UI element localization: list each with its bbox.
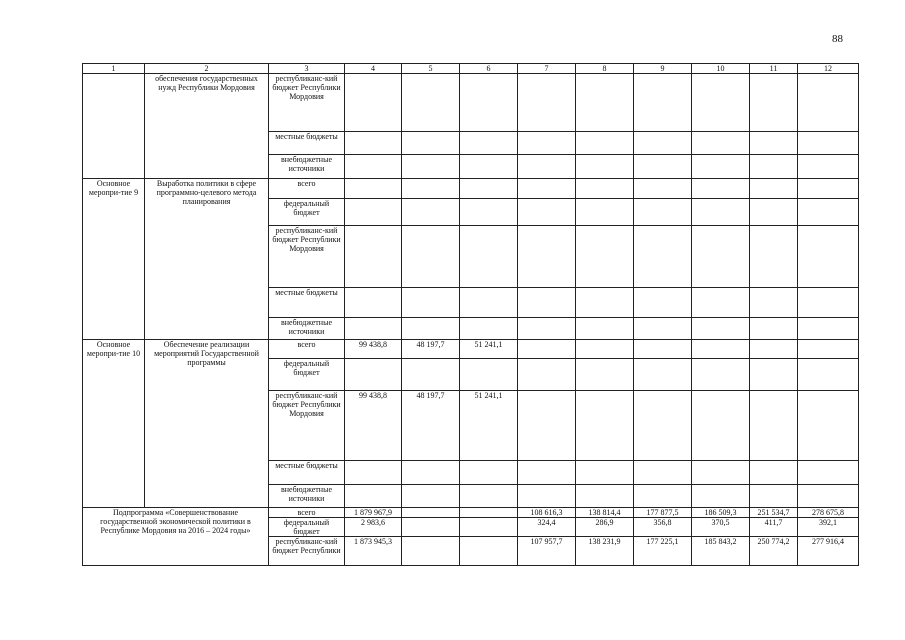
header-cell: 2 [145,64,269,74]
value-cell [518,132,576,155]
value-cell: 138 231,9 [576,537,634,566]
value-cell [345,155,402,179]
value-cell: 370,5 [692,518,750,537]
value-cell [518,391,576,461]
value-cell [576,74,634,132]
value-cell [576,461,634,485]
table-row [83,340,859,359]
value-cell [634,155,692,179]
value-cell: 48 197,7 [402,391,460,461]
value-cell: 108 616,3 [518,508,576,518]
header-row [83,64,859,74]
value-cell [750,318,798,340]
value-cell [345,318,402,340]
funding-source: внебюджетные источники [269,485,345,508]
value-cell [634,340,692,359]
table-row [83,508,859,518]
value-cell [692,288,750,318]
activity-title: обеспечения государственных нужд Республики Мордовия [145,74,269,179]
value-cell [798,461,859,485]
value-cell [576,359,634,391]
header-cell: 8 [576,64,634,74]
value-cell [518,485,576,508]
header-cell: 9 [634,64,692,74]
value-cell [798,391,859,461]
value-cell [692,132,750,155]
funding-source: внебюджетные источники [269,155,345,179]
value-cell [460,518,518,537]
funding-source: всего [269,508,345,518]
value-cell: 177 877,5 [634,508,692,518]
header-cell: 1 [83,64,145,74]
value-cell [576,288,634,318]
value-cell: 411,7 [750,518,798,537]
value-cell: 99 438,8 [345,391,402,461]
value-cell [460,461,518,485]
header-cell: 10 [692,64,750,74]
table-body [83,64,859,566]
value-cell [750,179,798,199]
activity-title: Выработка политики в сфере программно-целевого метода планирования [145,179,269,340]
value-cell: 356,8 [634,518,692,537]
value-cell [518,461,576,485]
value-cell [518,199,576,226]
value-cell [692,74,750,132]
value-cell [750,485,798,508]
page-number: 88 [832,33,843,45]
value-cell [750,391,798,461]
funding-source: республиканс-кий бюджет Республики Мордовия [269,74,345,132]
value-cell [460,485,518,508]
funding-source: федеральный бюджет [269,199,345,226]
value-cell [576,226,634,288]
value-cell [402,288,460,318]
value-cell [460,359,518,391]
value-cell [460,318,518,340]
value-cell [460,508,518,518]
value-cell [345,179,402,199]
value-cell [750,340,798,359]
value-cell [798,288,859,318]
value-cell [460,179,518,199]
subprogram-title: Подпрограмма «Совершенствование государственной экономической политики в Республике Мордовия на 2016 – 2024 годы» [83,508,269,566]
value-cell: 99 438,8 [345,340,402,359]
value-cell [576,340,634,359]
value-cell [798,199,859,226]
value-cell [576,485,634,508]
value-cell [576,199,634,226]
value-cell [634,318,692,340]
value-cell: 286,9 [576,518,634,537]
value-cell [750,74,798,132]
value-cell [634,461,692,485]
value-cell: 2 983,6 [345,518,402,537]
header-cell: 6 [460,64,518,74]
value-cell [518,340,576,359]
funding-source: всего [269,340,345,359]
funding-source: местные бюджеты [269,132,345,155]
value-cell [634,179,692,199]
value-cell [634,226,692,288]
value-cell [518,318,576,340]
value-cell [750,132,798,155]
value-cell: 185 843,2 [692,537,750,566]
value-cell [402,508,460,518]
value-cell [345,288,402,318]
value-cell: 138 814,4 [576,508,634,518]
value-cell [798,318,859,340]
value-cell: 107 957,7 [518,537,576,566]
value-cell: 277 916,4 [798,537,859,566]
value-cell [402,226,460,288]
value-cell [798,340,859,359]
value-cell: 1 873 945,3 [345,537,402,566]
value-cell [402,199,460,226]
value-cell: 51 241,1 [460,340,518,359]
value-cell [798,179,859,199]
value-cell: 186 509,3 [692,508,750,518]
value-cell [634,199,692,226]
table-row [83,179,859,199]
value-cell [798,359,859,391]
value-cell [576,132,634,155]
value-cell [345,132,402,155]
value-cell: 251 534,7 [750,508,798,518]
value-cell [634,359,692,391]
value-cell [634,74,692,132]
funding-source: республиканс-кий бюджет Республики Мордовия [269,226,345,288]
funding-source: федеральный бюджет [269,359,345,391]
table-row [83,74,859,132]
value-cell [798,132,859,155]
value-cell [402,461,460,485]
value-cell [576,318,634,340]
value-cell [750,288,798,318]
funding-source: всего [269,179,345,199]
funding-source: внебюджетные источники [269,318,345,340]
value-cell [345,226,402,288]
value-cell [402,74,460,132]
value-cell [798,226,859,288]
value-cell [402,518,460,537]
value-cell [402,179,460,199]
value-cell [692,155,750,179]
value-cell [798,485,859,508]
value-cell: 48 197,7 [402,340,460,359]
value-cell [750,359,798,391]
value-cell [402,485,460,508]
value-cell [460,537,518,566]
header-cell: 5 [402,64,460,74]
value-cell [798,155,859,179]
value-cell [518,155,576,179]
budget-table [82,63,859,566]
activity-code: Основное меропри-тие 9 [83,179,145,340]
value-cell [692,391,750,461]
value-cell [634,288,692,318]
value-cell [460,199,518,226]
header-cell: 7 [518,64,576,74]
value-cell [345,74,402,132]
value-cell [750,226,798,288]
funding-source: республиканс-кий бюджет Республики [269,537,345,566]
value-cell [402,155,460,179]
value-cell [634,391,692,461]
value-cell [345,199,402,226]
value-cell [345,485,402,508]
value-cell [345,461,402,485]
value-cell [634,132,692,155]
value-cell [402,537,460,566]
value-cell [692,199,750,226]
value-cell: 51 241,1 [460,391,518,461]
value-cell [576,391,634,461]
value-cell [692,485,750,508]
header-cell: 4 [345,64,402,74]
value-cell [518,359,576,391]
value-cell [345,359,402,391]
activity-code: Основное меропри-тие 10 [83,340,145,508]
value-cell [692,359,750,391]
header-cell: 3 [269,64,345,74]
activity-code-empty [83,74,145,179]
value-cell [402,132,460,155]
value-cell [750,461,798,485]
value-cell [576,155,634,179]
value-cell [460,155,518,179]
value-cell [692,340,750,359]
value-cell: 1 879 967,9 [345,508,402,518]
value-cell [692,179,750,199]
funding-source: местные бюджеты [269,461,345,485]
value-cell [460,74,518,132]
value-cell [460,226,518,288]
value-cell [750,155,798,179]
value-cell: 177 225,1 [634,537,692,566]
value-cell: 324,4 [518,518,576,537]
value-cell [460,132,518,155]
value-cell [460,288,518,318]
value-cell [518,74,576,132]
value-cell [518,179,576,199]
value-cell [402,359,460,391]
value-cell [692,461,750,485]
value-cell [518,226,576,288]
value-cell [692,226,750,288]
header-cell: 12 [798,64,859,74]
value-cell [576,179,634,199]
value-cell [402,318,460,340]
value-cell [798,74,859,132]
funding-source: федеральный бюджет [269,518,345,537]
funding-source: республиканс-кий бюджет Республики Мордовия [269,391,345,461]
header-cell: 11 [750,64,798,74]
value-cell [750,199,798,226]
value-cell [518,288,576,318]
value-cell: 278 675,8 [798,508,859,518]
value-cell: 250 774,2 [750,537,798,566]
value-cell: 392,1 [798,518,859,537]
value-cell [692,318,750,340]
value-cell [634,485,692,508]
activity-title: Обеспечение реализации мероприятий Государственной программы [145,340,269,508]
funding-source: местные бюджеты [269,288,345,318]
